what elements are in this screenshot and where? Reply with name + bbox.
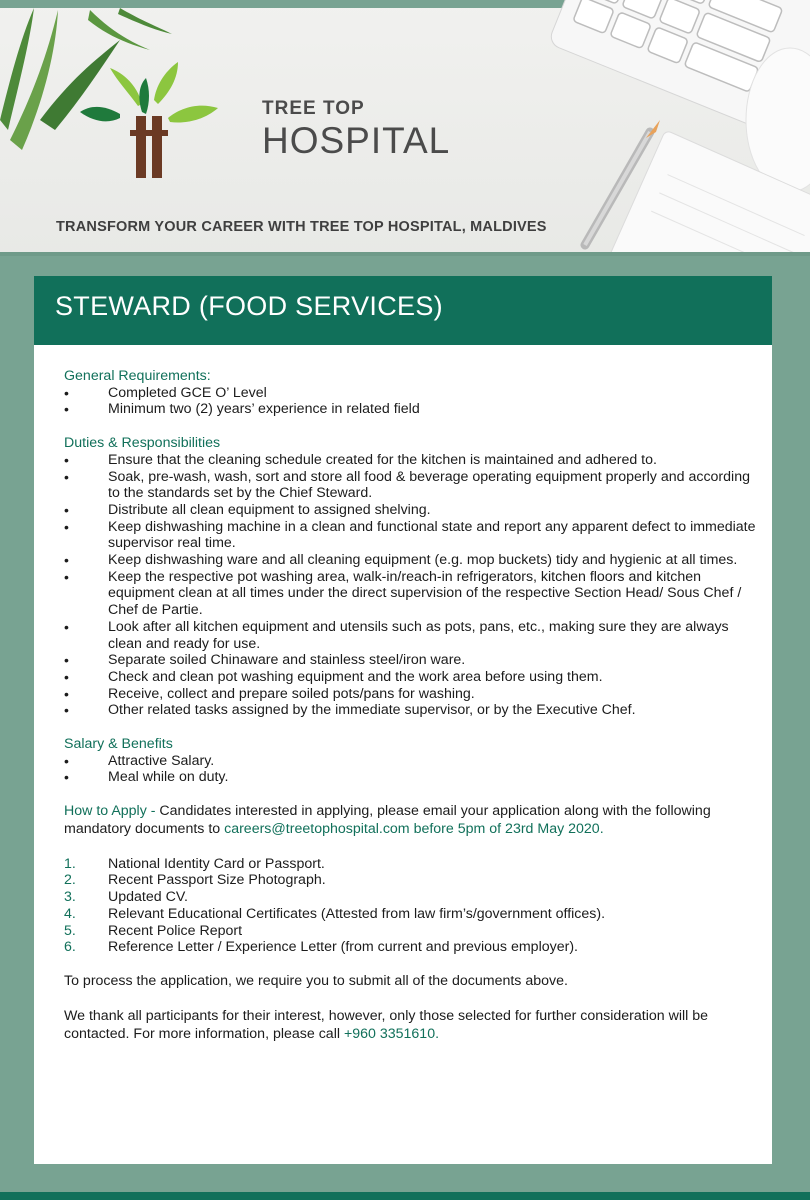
general-requirements-heading: General Requirements: (64, 368, 211, 384)
salary-heading: Salary & Benefits (64, 736, 173, 753)
job-title: STEWARD (FOOD SERVICES) (55, 291, 443, 321)
brand-name-top: TREE TOP (262, 98, 365, 119)
tree-top-logo (80, 62, 250, 180)
duties-heading: Duties & Responsibilities (64, 435, 221, 452)
list-item: 6. Reference Letter / Experience Letter (from current and previous employer). (64, 939, 578, 956)
closing-note (64, 1008, 764, 1044)
job-content (64, 368, 764, 1043)
header-banner (0, 0, 810, 256)
how-to-apply-label: How to Apply - (64, 803, 160, 820)
title-bar (34, 276, 772, 345)
how-to-apply (64, 803, 764, 839)
tagline: TRANSFORM YOUR CAREER WITH TREE TOP HOSPITAL, MALDIVES (56, 219, 547, 235)
salary-list (64, 753, 764, 786)
closing-text: We thank all participants for their interest, however, only those selected for further consideration will be contacted. For more information, please call (64, 1007, 709, 1042)
documents-list (64, 856, 764, 956)
how-to-apply-text: Candidates interested in applying, please email your application along with the following mandatory documents to (64, 803, 711, 837)
list-item: • Keep dishwashing ware and all cleaning equipment (e.g. mop buckets) tidy and hygienic at all times. (64, 552, 764, 569)
careers-email-link[interactable]: careers@treetophospital.com (224, 820, 410, 837)
list-item: • Minimum two (2) years’ experience in related field (64, 401, 764, 418)
list-item: • Attractive Salary. (64, 753, 764, 770)
general-requirements-list (64, 385, 764, 418)
brand-name (262, 98, 450, 160)
list-item: • Look after all kitchen equipment and utensils such as pots, pans, etc., making sure they are always clean and ready for use. (64, 619, 764, 652)
job-card (34, 276, 772, 1164)
banner-bottom-border (0, 252, 810, 256)
deadline-text: before 5pm of 23rd May 2020. (409, 820, 604, 837)
process-note: To process the application, we require you to submit all of the documents above. (64, 972, 568, 989)
duties-list (64, 452, 764, 719)
list-item: • Keep dishwashing machine in a clean and functional state and report any apparent defect to immediate supervisor real time. (64, 519, 764, 552)
list-item: 4. Relevant Educational Certificates (Attested from law firm’s/government offices). (64, 905, 606, 922)
brand-name-main: HOSPITAL (262, 120, 451, 161)
list-item: • Other related tasks assigned by the immediate supervisor, or by the Executive Chef. (64, 702, 764, 719)
contact-phone[interactable]: +960 3351610. (343, 1025, 440, 1042)
list-item: • Distribute all clean equipment to assigned shelving. (64, 502, 764, 519)
list-item: • Keep the respective pot washing area, walk-in/reach-in refrigerators, kitchen floors and kitchen equipment clean at all times under the direct supervision of the respective Section Head/ Sous Chef / Chef de Partie. (64, 569, 764, 619)
list-item: • Soak, pre-wash, wash, sort and store all food & beverage operating equipment properly and according to the standards set by the Chief Steward. (64, 469, 764, 502)
list-item: • Receive, collect and prepare soiled pots/pans for washing. (64, 686, 764, 703)
page-bottom-border (0, 1192, 810, 1200)
list-item: 2. Recent Passport Size Photograph. (64, 872, 326, 889)
list-item: • Ensure that the cleaning schedule created for the kitchen is maintained and adhered to. (64, 452, 764, 469)
list-item: • Separate soiled Chinaware and stainless steel/iron ware. (64, 652, 764, 669)
list-item: 3. Updated CV. (64, 889, 188, 906)
list-item: • Completed GCE O’ Level (64, 385, 764, 402)
list-item: 5. Recent Police Report (64, 922, 243, 939)
list-item: • Meal while on duty. (64, 769, 764, 786)
list-item: • Check and clean pot washing equipment and the work area before using them. (64, 669, 764, 686)
list-item: 1. National Identity Card or Passport. (64, 855, 325, 872)
